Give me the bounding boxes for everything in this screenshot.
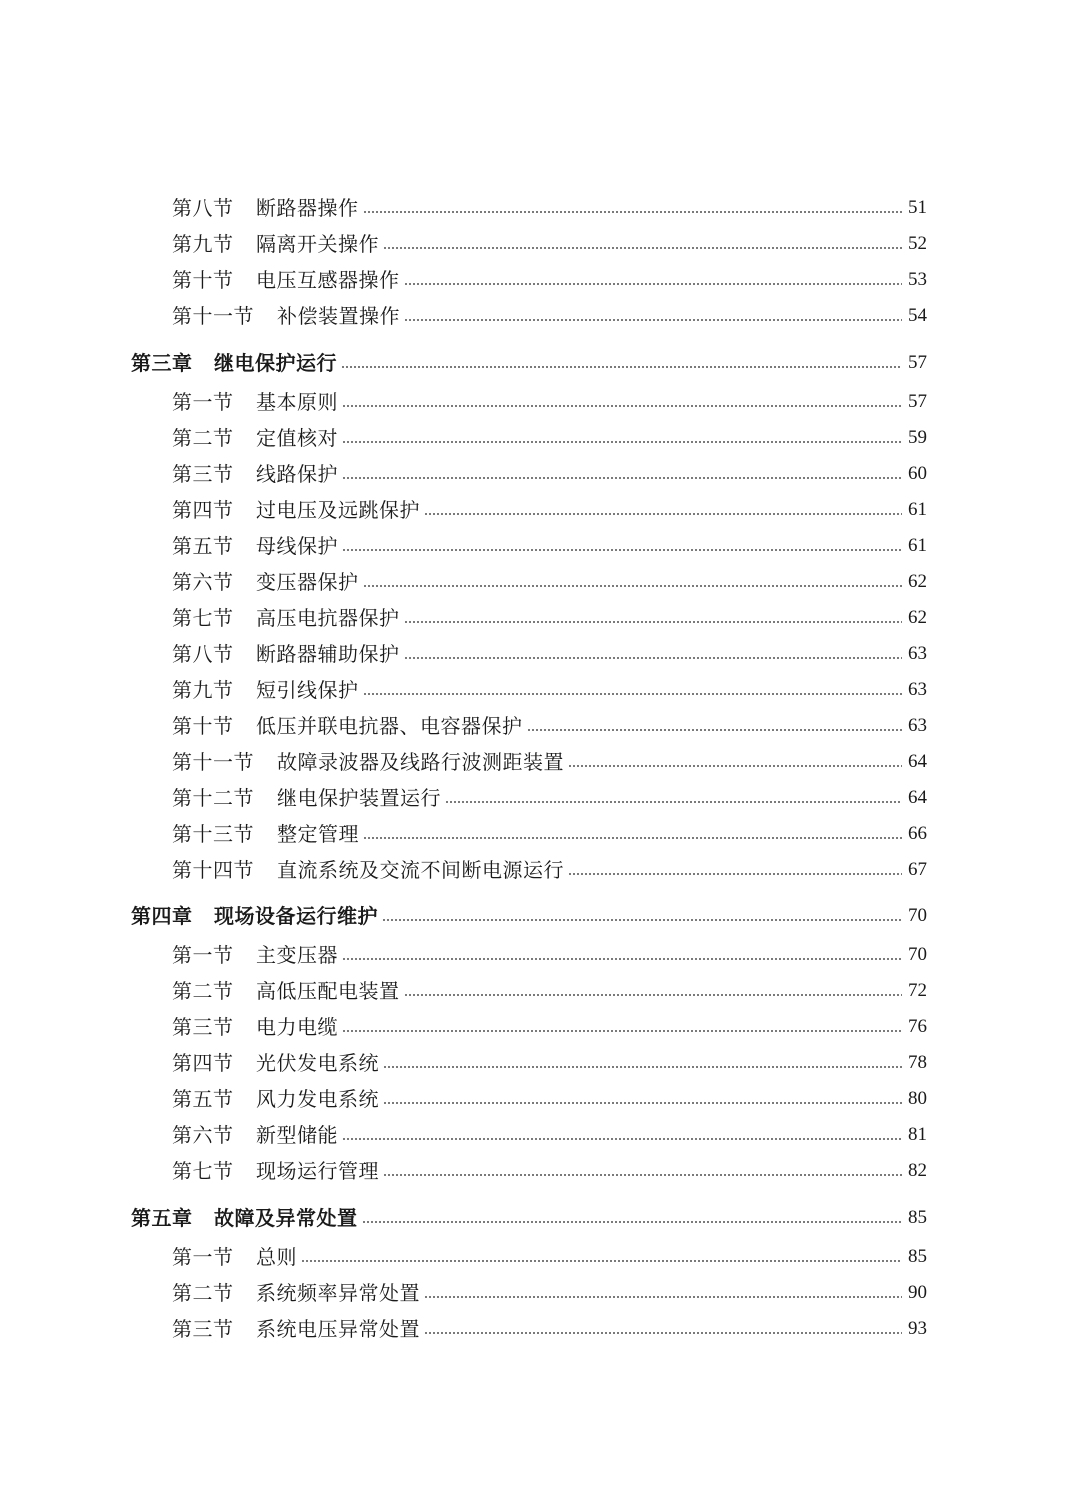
section-label: 第十节: [172, 268, 234, 292]
section-title: 新型储能: [256, 1123, 338, 1147]
section-title: 整定管理: [277, 822, 359, 846]
toc-section-entry[interactable]: [0, 673, 1080, 707]
chapter-title: 现场设备运行维护: [214, 904, 378, 928]
dot-leader: [568, 765, 902, 767]
section-label: 第十一节: [172, 750, 254, 774]
toc-section-entry[interactable]: [0, 1118, 1080, 1152]
dot-leader: [342, 1138, 902, 1140]
dot-leader: [363, 837, 902, 839]
page-number: 85: [908, 1246, 927, 1267]
page-number: 61: [908, 499, 927, 520]
section-title: 电压互感器操作: [256, 268, 400, 292]
section-title: 直流系统及交流不间断电源运行: [277, 858, 564, 882]
dot-leader: [363, 693, 902, 695]
dot-leader: [527, 729, 902, 731]
page-number: 85: [908, 1207, 927, 1228]
dot-leader: [404, 319, 902, 321]
toc-section-entry[interactable]: [0, 1046, 1080, 1080]
toc-section-entry[interactable]: [0, 637, 1080, 671]
section-label: 第九节: [172, 232, 234, 256]
section-title: 高压电抗器保护: [256, 606, 400, 630]
toc-section-entry[interactable]: [0, 601, 1080, 635]
dot-leader: [404, 283, 902, 285]
section-title: 光伏发电系统: [256, 1051, 379, 1075]
dot-leader: [424, 1296, 902, 1298]
section-label: 第八节: [172, 642, 234, 666]
section-label: 第十四节: [172, 858, 254, 882]
page-number: 78: [908, 1052, 927, 1073]
page-number: 93: [908, 1318, 927, 1339]
toc-section-entry[interactable]: [0, 493, 1080, 527]
section-title: 过电压及远跳保护: [256, 498, 420, 522]
page-number: 64: [908, 787, 927, 808]
toc-section-entry[interactable]: [0, 565, 1080, 599]
section-label: 第一节: [172, 943, 234, 967]
dot-leader: [383, 1066, 902, 1068]
page-number: 82: [908, 1160, 927, 1181]
chapter-title: 继电保护运行: [214, 351, 337, 375]
page-number: 70: [908, 905, 927, 926]
toc-section-entry[interactable]: [0, 385, 1080, 419]
toc-chapter-entry[interactable]: [0, 899, 1080, 933]
dot-leader: [363, 211, 902, 213]
section-label: 第三节: [172, 462, 234, 486]
section-label: 第四节: [172, 498, 234, 522]
page-number: 60: [908, 463, 927, 484]
chapter-label: 第三章: [131, 351, 193, 375]
toc-section-entry[interactable]: [0, 974, 1080, 1008]
page-number: 72: [908, 980, 927, 1001]
section-label: 第七节: [172, 1159, 234, 1183]
section-title: 变压器保护: [256, 570, 359, 594]
page-number: 63: [908, 715, 927, 736]
section-title: 短引线保护: [256, 678, 359, 702]
section-label: 第二节: [172, 1281, 234, 1305]
toc-section-entry[interactable]: [0, 263, 1080, 297]
page-number: 70: [908, 944, 927, 965]
toc-section-entry[interactable]: [0, 299, 1080, 333]
section-title: 继电保护装置运行: [277, 786, 441, 810]
section-title: 电力电缆: [256, 1015, 338, 1039]
section-label: 第一节: [172, 390, 234, 414]
section-title: 系统频率异常处置: [256, 1281, 420, 1305]
toc-section-entry[interactable]: [0, 1082, 1080, 1116]
page-number: 57: [908, 352, 927, 373]
page-number: 62: [908, 607, 927, 628]
section-label: 第五节: [172, 1087, 234, 1111]
page-number: 52: [908, 233, 927, 254]
toc-section-entry[interactable]: [0, 938, 1080, 972]
section-title: 故障录波器及线路行波测距装置: [277, 750, 564, 774]
section-title: 线路保护: [256, 462, 338, 486]
toc-section-entry[interactable]: [0, 1312, 1080, 1346]
section-title: 基本原则: [256, 390, 338, 414]
section-title: 断路器辅助保护: [256, 642, 400, 666]
dot-leader: [342, 405, 902, 407]
page-number: 54: [908, 305, 927, 326]
toc-section-entry[interactable]: [0, 709, 1080, 743]
page-number: 63: [908, 643, 927, 664]
dot-leader: [341, 366, 902, 368]
section-label: 第二节: [172, 426, 234, 450]
dot-leader: [383, 247, 902, 249]
dot-leader: [424, 513, 902, 515]
page-number: 66: [908, 823, 927, 844]
section-label: 第六节: [172, 1123, 234, 1147]
toc-chapter-entry[interactable]: [0, 346, 1080, 380]
page-number: 57: [908, 391, 927, 412]
toc-section-entry[interactable]: [0, 817, 1080, 851]
chapter-title: 故障及异常处置: [214, 1206, 358, 1230]
dot-leader: [382, 919, 902, 921]
dot-leader: [383, 1174, 902, 1176]
section-label: 第五节: [172, 534, 234, 558]
toc-section-entry[interactable]: [0, 781, 1080, 815]
dot-leader: [342, 441, 902, 443]
dot-leader: [404, 994, 902, 996]
dot-leader: [404, 657, 902, 659]
toc-section-entry[interactable]: [0, 853, 1080, 887]
dot-leader: [342, 958, 902, 960]
section-title: 隔离开关操作: [256, 232, 379, 256]
section-title: 断路器操作: [256, 196, 359, 220]
dot-leader: [342, 549, 902, 551]
dot-leader: [445, 801, 902, 803]
page-number: 76: [908, 1016, 927, 1037]
toc-section-entry[interactable]: [0, 745, 1080, 779]
section-title: 高低压配电装置: [256, 979, 400, 1003]
page-number: 80: [908, 1088, 927, 1109]
toc-section-entry[interactable]: [0, 529, 1080, 563]
dot-leader: [342, 1030, 902, 1032]
section-label: 第十三节: [172, 822, 254, 846]
dot-leader: [363, 585, 902, 587]
section-label: 第三节: [172, 1317, 234, 1341]
chapter-label: 第五章: [131, 1206, 193, 1230]
page-number: 90: [908, 1282, 927, 1303]
dot-leader: [362, 1221, 902, 1223]
section-label: 第八节: [172, 196, 234, 220]
toc-section-entry[interactable]: [0, 421, 1080, 455]
page-number: 81: [908, 1124, 927, 1145]
chapter-label: 第四章: [131, 904, 193, 928]
section-label: 第九节: [172, 678, 234, 702]
section-label: 第三节: [172, 1015, 234, 1039]
page-number: 62: [908, 571, 927, 592]
toc-section-entry[interactable]: [0, 1154, 1080, 1188]
section-title: 风力发电系统: [256, 1087, 379, 1111]
page-number: 63: [908, 679, 927, 700]
dot-leader: [301, 1260, 902, 1262]
section-title: 主变压器: [256, 943, 338, 967]
page-number: 67: [908, 859, 927, 880]
dot-leader: [424, 1332, 902, 1334]
toc-section-entry[interactable]: [0, 191, 1080, 225]
page-number: 59: [908, 427, 927, 448]
section-label: 第十节: [172, 714, 234, 738]
section-label: 第十二节: [172, 786, 254, 810]
section-title: 系统电压异常处置: [256, 1317, 420, 1341]
section-title: 母线保护: [256, 534, 338, 558]
section-title: 现场运行管理: [256, 1159, 379, 1183]
toc-chapter-entry[interactable]: [0, 1201, 1080, 1235]
toc-section-entry[interactable]: [0, 1240, 1080, 1274]
section-label: 第二节: [172, 979, 234, 1003]
section-label: 第十一节: [172, 304, 254, 328]
dot-leader: [404, 621, 902, 623]
section-label: 第七节: [172, 606, 234, 630]
section-title: 总则: [256, 1245, 297, 1269]
section-label: 第四节: [172, 1051, 234, 1075]
section-title: 补偿装置操作: [277, 304, 400, 328]
toc-section-entry[interactable]: [0, 457, 1080, 491]
toc-section-entry[interactable]: [0, 227, 1080, 261]
page-number: 64: [908, 751, 927, 772]
section-title: 定值核对: [256, 426, 338, 450]
dot-leader: [568, 873, 902, 875]
page-number: 51: [908, 197, 927, 218]
dot-leader: [342, 477, 902, 479]
section-label: 第一节: [172, 1245, 234, 1269]
toc-section-entry[interactable]: [0, 1276, 1080, 1310]
toc-section-entry[interactable]: [0, 1010, 1080, 1044]
section-title: 低压并联电抗器、电容器保护: [256, 714, 523, 738]
page-number: 53: [908, 269, 927, 290]
dot-leader: [383, 1102, 902, 1104]
section-label: 第六节: [172, 570, 234, 594]
page-number: 61: [908, 535, 927, 556]
